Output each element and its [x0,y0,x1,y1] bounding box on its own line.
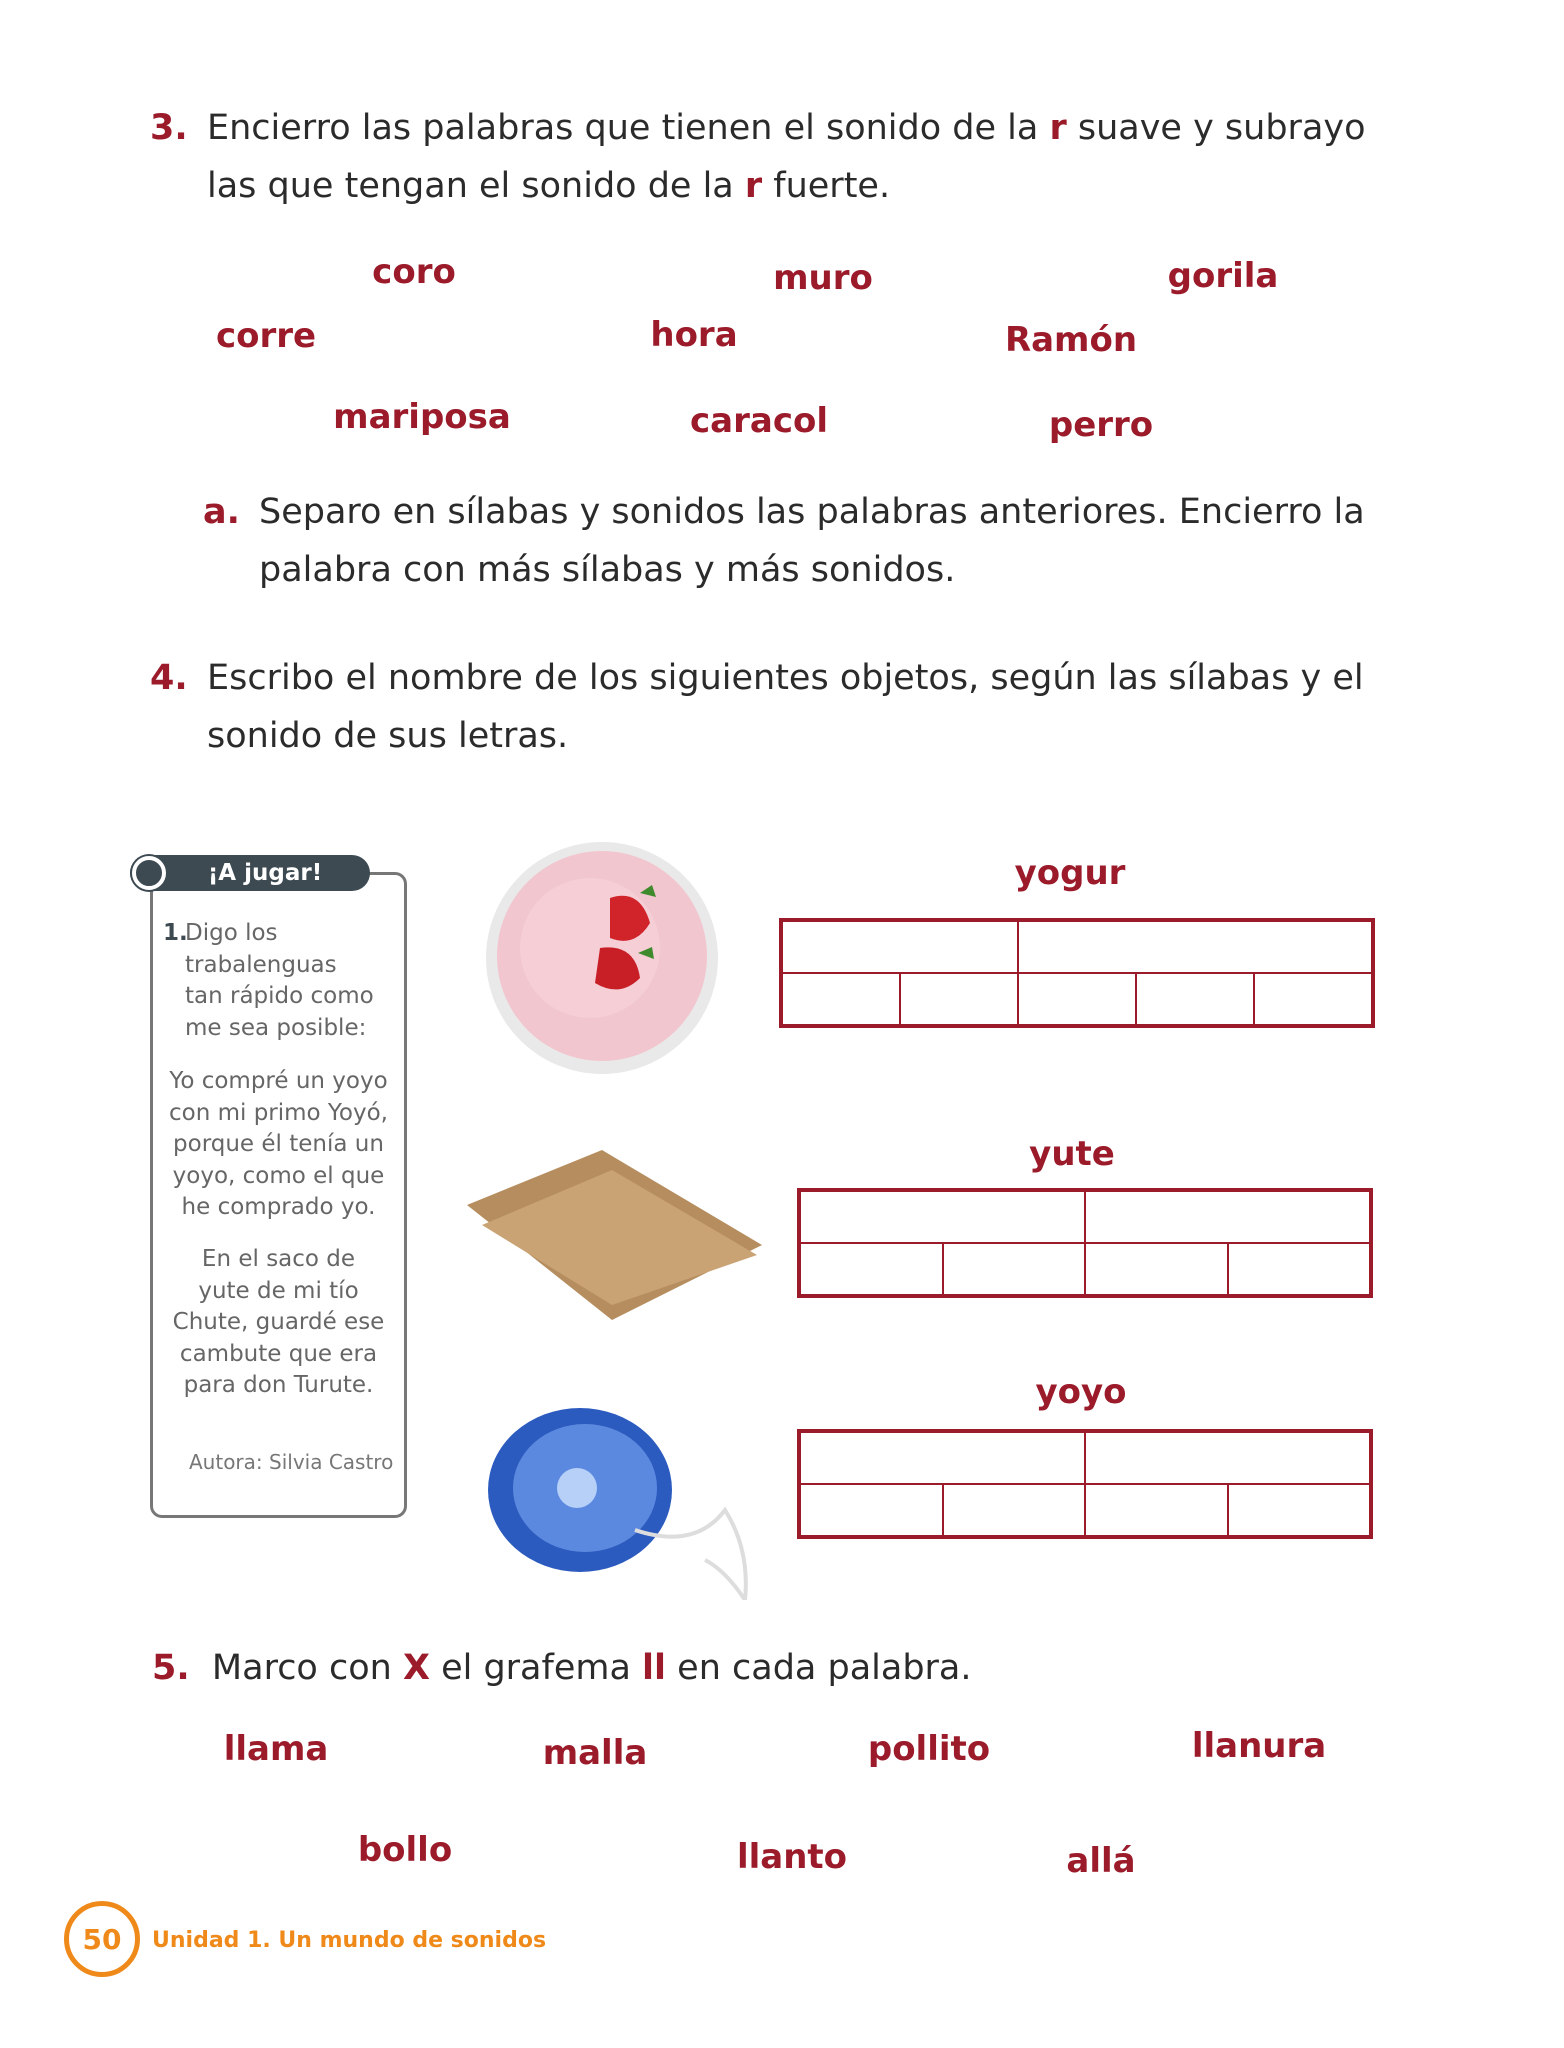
verse-line: yute de mi tío [198,1277,359,1304]
word-option[interactable]: allá [1066,1841,1136,1881]
grapheme-ll: ll [642,1648,667,1688]
text: Marco con [211,1648,403,1688]
verse-line: con mi primo Yoyó, [168,1099,388,1126]
answer-grid-yute[interactable] [797,1188,1373,1298]
verse-line: cambute que era [179,1340,378,1367]
word-option[interactable]: caracol [690,401,828,441]
q3a-line1: Separo en sílabas y sonidos las palabras anteriores. Encierro la [259,492,1365,532]
a-jugar-intro [163,918,374,1044]
verse-line: Yo compré un yoyo [169,1068,388,1094]
word-option[interactable]: gorila [1167,256,1279,296]
verse-line: En el saco de [201,1246,356,1272]
q3a-line2: palabra con más sílabas y más sonidos. [259,550,956,590]
verse-line: he comprado yo. [181,1194,376,1220]
tongue-twister-2 [155,1244,402,1402]
text: el grafema [429,1648,643,1688]
q3-instruction-line2 [207,157,890,215]
item-number: 1. [163,920,188,946]
verse-line: Chute, guardé ese [172,1309,385,1335]
text: en cada palabra. [666,1648,972,1688]
letter-r: r [744,166,763,206]
intro-line: tan rápido como [185,983,374,1009]
word-option[interactable]: llama [223,1729,329,1769]
text: las que tengan el sonido de la [207,166,745,206]
word-option[interactable]: muro [773,258,873,298]
author: Autora: Silvia Castro [189,1450,394,1474]
word-option[interactable]: llanto [736,1837,848,1877]
q3-instruction-line1 [207,99,1366,157]
strawberry-yogurt-image [480,838,730,1078]
verse-line: porque él tenía un [173,1131,384,1157]
q5-number: 5. [152,1648,190,1688]
bullet-circle-icon [132,856,166,890]
letter-r: r [1049,108,1067,148]
word-option[interactable]: mariposa [333,397,511,437]
q5-instruction [152,1639,972,1697]
word-option[interactable]: pollito [867,1729,991,1769]
verse-line: yoyo, como el que [172,1162,385,1189]
blue-yoyo-image [485,1400,805,1600]
verse-line: para don Turute. [183,1372,374,1398]
item-label-yoyo: yoyo [1035,1372,1127,1412]
page-number: 50 [64,1901,140,1977]
q3a-label: a. [203,492,240,532]
text: suave y subrayo [1066,108,1366,148]
word-option[interactable]: Ramón [1004,320,1138,360]
mark-x: X [402,1648,430,1688]
a-jugar-title: ¡A jugar! [207,860,323,886]
text: Encierro las palabras que tienen el sonido de la [207,108,1050,148]
q3-number [150,99,188,157]
tongue-twister-1 [155,1066,402,1224]
text: fuerte. [762,166,891,206]
q4-number: 4. [150,658,188,698]
jute-cloth-image [462,1145,772,1325]
word-option[interactable]: llanura [1191,1726,1327,1766]
intro-line: me sea posible: [185,1014,367,1041]
q4-line2: sonido de sus letras. [207,716,569,756]
answer-grid-yogur[interactable] [779,918,1375,1028]
word-option[interactable]: bollo [357,1830,453,1870]
word-option[interactable]: perro [1048,405,1154,445]
intro-line: Digo los [185,920,278,946]
q3-number-text: 3. [150,108,188,148]
word-option[interactable]: hora [650,315,738,355]
answer-grid-yoyo[interactable] [797,1429,1373,1539]
q4-line1: Escribo el nombre de los siguientes objetos, según las sílabas y el [207,658,1364,698]
intro-line: trabalenguas [185,951,337,978]
word-option[interactable]: corre [215,316,317,356]
word-option[interactable]: malla [542,1733,648,1773]
unit-title: Unidad 1. Un mundo de sonidos [152,1928,547,1953]
item-label-yute: yute [1029,1134,1115,1174]
word-option[interactable]: coro [372,252,456,292]
item-label-yogur: yogur [1014,853,1126,893]
